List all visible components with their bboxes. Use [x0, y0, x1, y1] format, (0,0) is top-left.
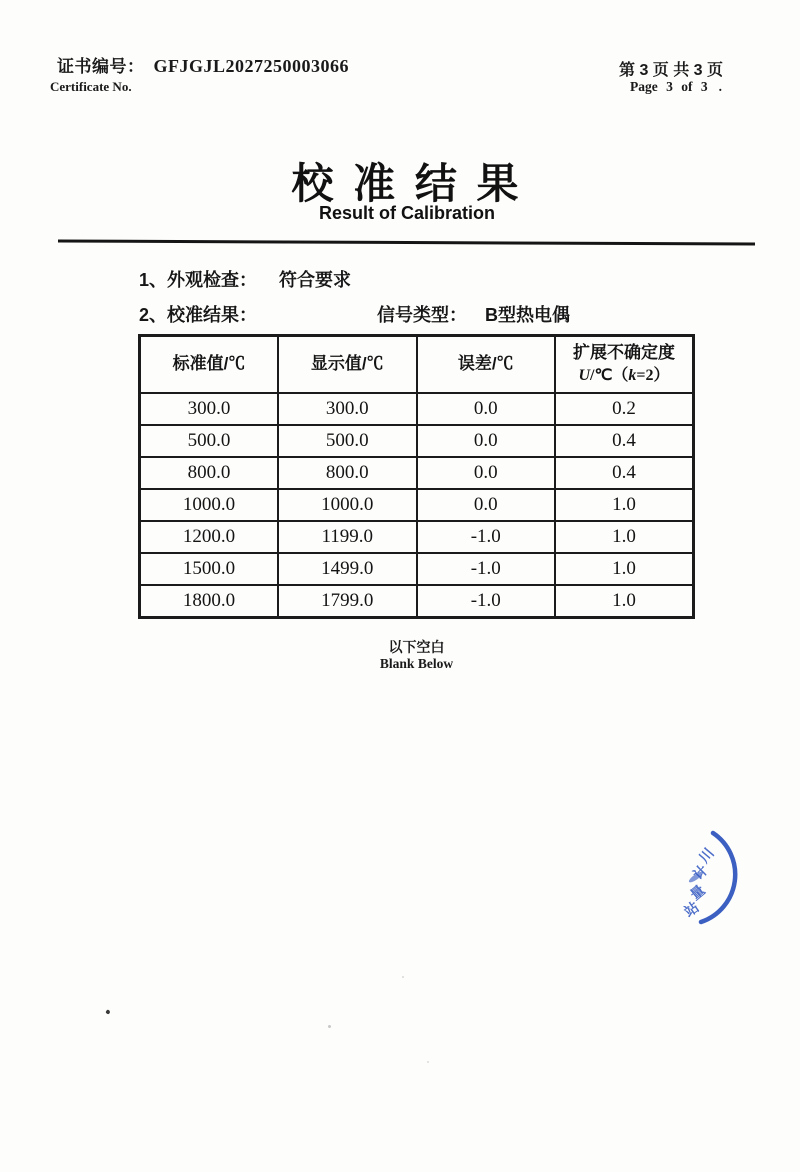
visual-inspection-result: 符合要求	[279, 270, 352, 290]
certificate-number-line	[57, 52, 349, 77]
table-row	[140, 553, 694, 585]
calibration-result-line	[139, 301, 739, 327]
table-cell: -1.0	[417, 521, 556, 553]
uncertainty-header-line1: 扩展不确定度	[573, 343, 675, 363]
title-divider-rule	[58, 239, 755, 245]
table-cell: 1.0	[555, 521, 694, 553]
table-cell: 1.0	[555, 489, 694, 521]
page-indicator-en	[630, 79, 722, 95]
col-header-expanded-uncertainty	[555, 336, 694, 394]
table-cell: 0.0	[417, 489, 556, 521]
table-cell: 1499.0	[278, 553, 417, 585]
seal-char: 量	[686, 881, 708, 903]
table-row	[140, 489, 694, 521]
certificate-label-zh: 证书编号：	[57, 57, 145, 76]
col-header-display-value: 显示值/℃	[278, 336, 417, 394]
scan-speck	[328, 1025, 331, 1028]
certificate-number-block	[50, 52, 350, 95]
col-header-standard-value: 标准值/℃	[140, 336, 279, 394]
visual-inspection-label: 1、外观检查：	[139, 270, 258, 290]
scan-speck	[105, 1009, 111, 1015]
signal-type-group	[377, 301, 570, 327]
table-cell: 0.4	[555, 425, 694, 457]
table-cell: 800.0	[140, 457, 279, 489]
table-cell: 500.0	[278, 425, 417, 457]
document-title-en: Result of Calibration	[318, 203, 495, 223]
page-indicator-zh: 第 3 页 共 3 页	[619, 62, 724, 79]
table-cell: 0.4	[555, 457, 694, 489]
uncertainty-header-line2	[556, 365, 692, 387]
blank-below-zh: 以下空白	[388, 639, 445, 655]
signal-type-label: 信号类型：	[377, 305, 467, 325]
table-cell: 800.0	[278, 457, 417, 489]
table-cell: 500.0	[140, 425, 279, 457]
table-cell: 0.0	[417, 457, 556, 489]
k-symbol: k	[628, 367, 637, 385]
signal-type-value: B型热电偶	[485, 305, 570, 325]
scan-speck	[402, 976, 404, 978]
calibration-result-label: 2、校准结果：	[139, 305, 258, 325]
u-symbol: U	[578, 367, 590, 385]
table-cell: 1200.0	[140, 521, 279, 553]
table-cell: -1.0	[417, 585, 556, 618]
table-cell: 1500.0	[140, 553, 279, 585]
table-row	[140, 393, 694, 425]
table-cell: 1199.0	[278, 521, 417, 553]
u-unit: /℃（	[590, 367, 629, 385]
table-header-row	[140, 336, 694, 394]
k-value: =2）	[636, 367, 670, 385]
table-cell: 1000.0	[278, 489, 417, 521]
stray-period-mark: .	[718, 79, 722, 94]
blank-below-en: Blank Below	[379, 656, 454, 671]
official-seal-partial-stamp	[653, 796, 798, 961]
table-cell: 0.2	[555, 393, 694, 425]
table-cell: 1.0	[555, 553, 694, 585]
col-header-error: 误差/℃	[417, 336, 556, 394]
seal-char: 川	[695, 844, 717, 866]
table-cell: 1799.0	[278, 585, 417, 618]
table-cell: 1.0	[555, 585, 694, 618]
table-row	[140, 457, 694, 489]
table-cell: 0.0	[417, 425, 556, 457]
calibration-results-table	[138, 334, 695, 619]
visual-inspection-line	[139, 266, 351, 292]
table-row	[140, 521, 694, 553]
table-cell: 1800.0	[140, 585, 279, 618]
table-row	[140, 425, 694, 457]
certificate-label-en: Certificate No.	[50, 79, 132, 94]
table-cell: -1.0	[417, 553, 556, 585]
certificate-number: GFJGJL2027250003066	[153, 56, 350, 76]
seal-char: 计	[689, 861, 711, 883]
table-cell: 300.0	[140, 393, 279, 425]
document-title-zh: 校 准 结 果	[291, 160, 523, 207]
scan-speck	[427, 1061, 429, 1063]
table-cell: 1000.0	[140, 489, 279, 521]
table-row	[140, 585, 694, 618]
page-indicator-en-text: Page 3 of 3	[630, 79, 708, 94]
table-cell: 300.0	[278, 393, 417, 425]
table-cell: 0.0	[417, 393, 556, 425]
seal-char: 站	[681, 898, 702, 920]
